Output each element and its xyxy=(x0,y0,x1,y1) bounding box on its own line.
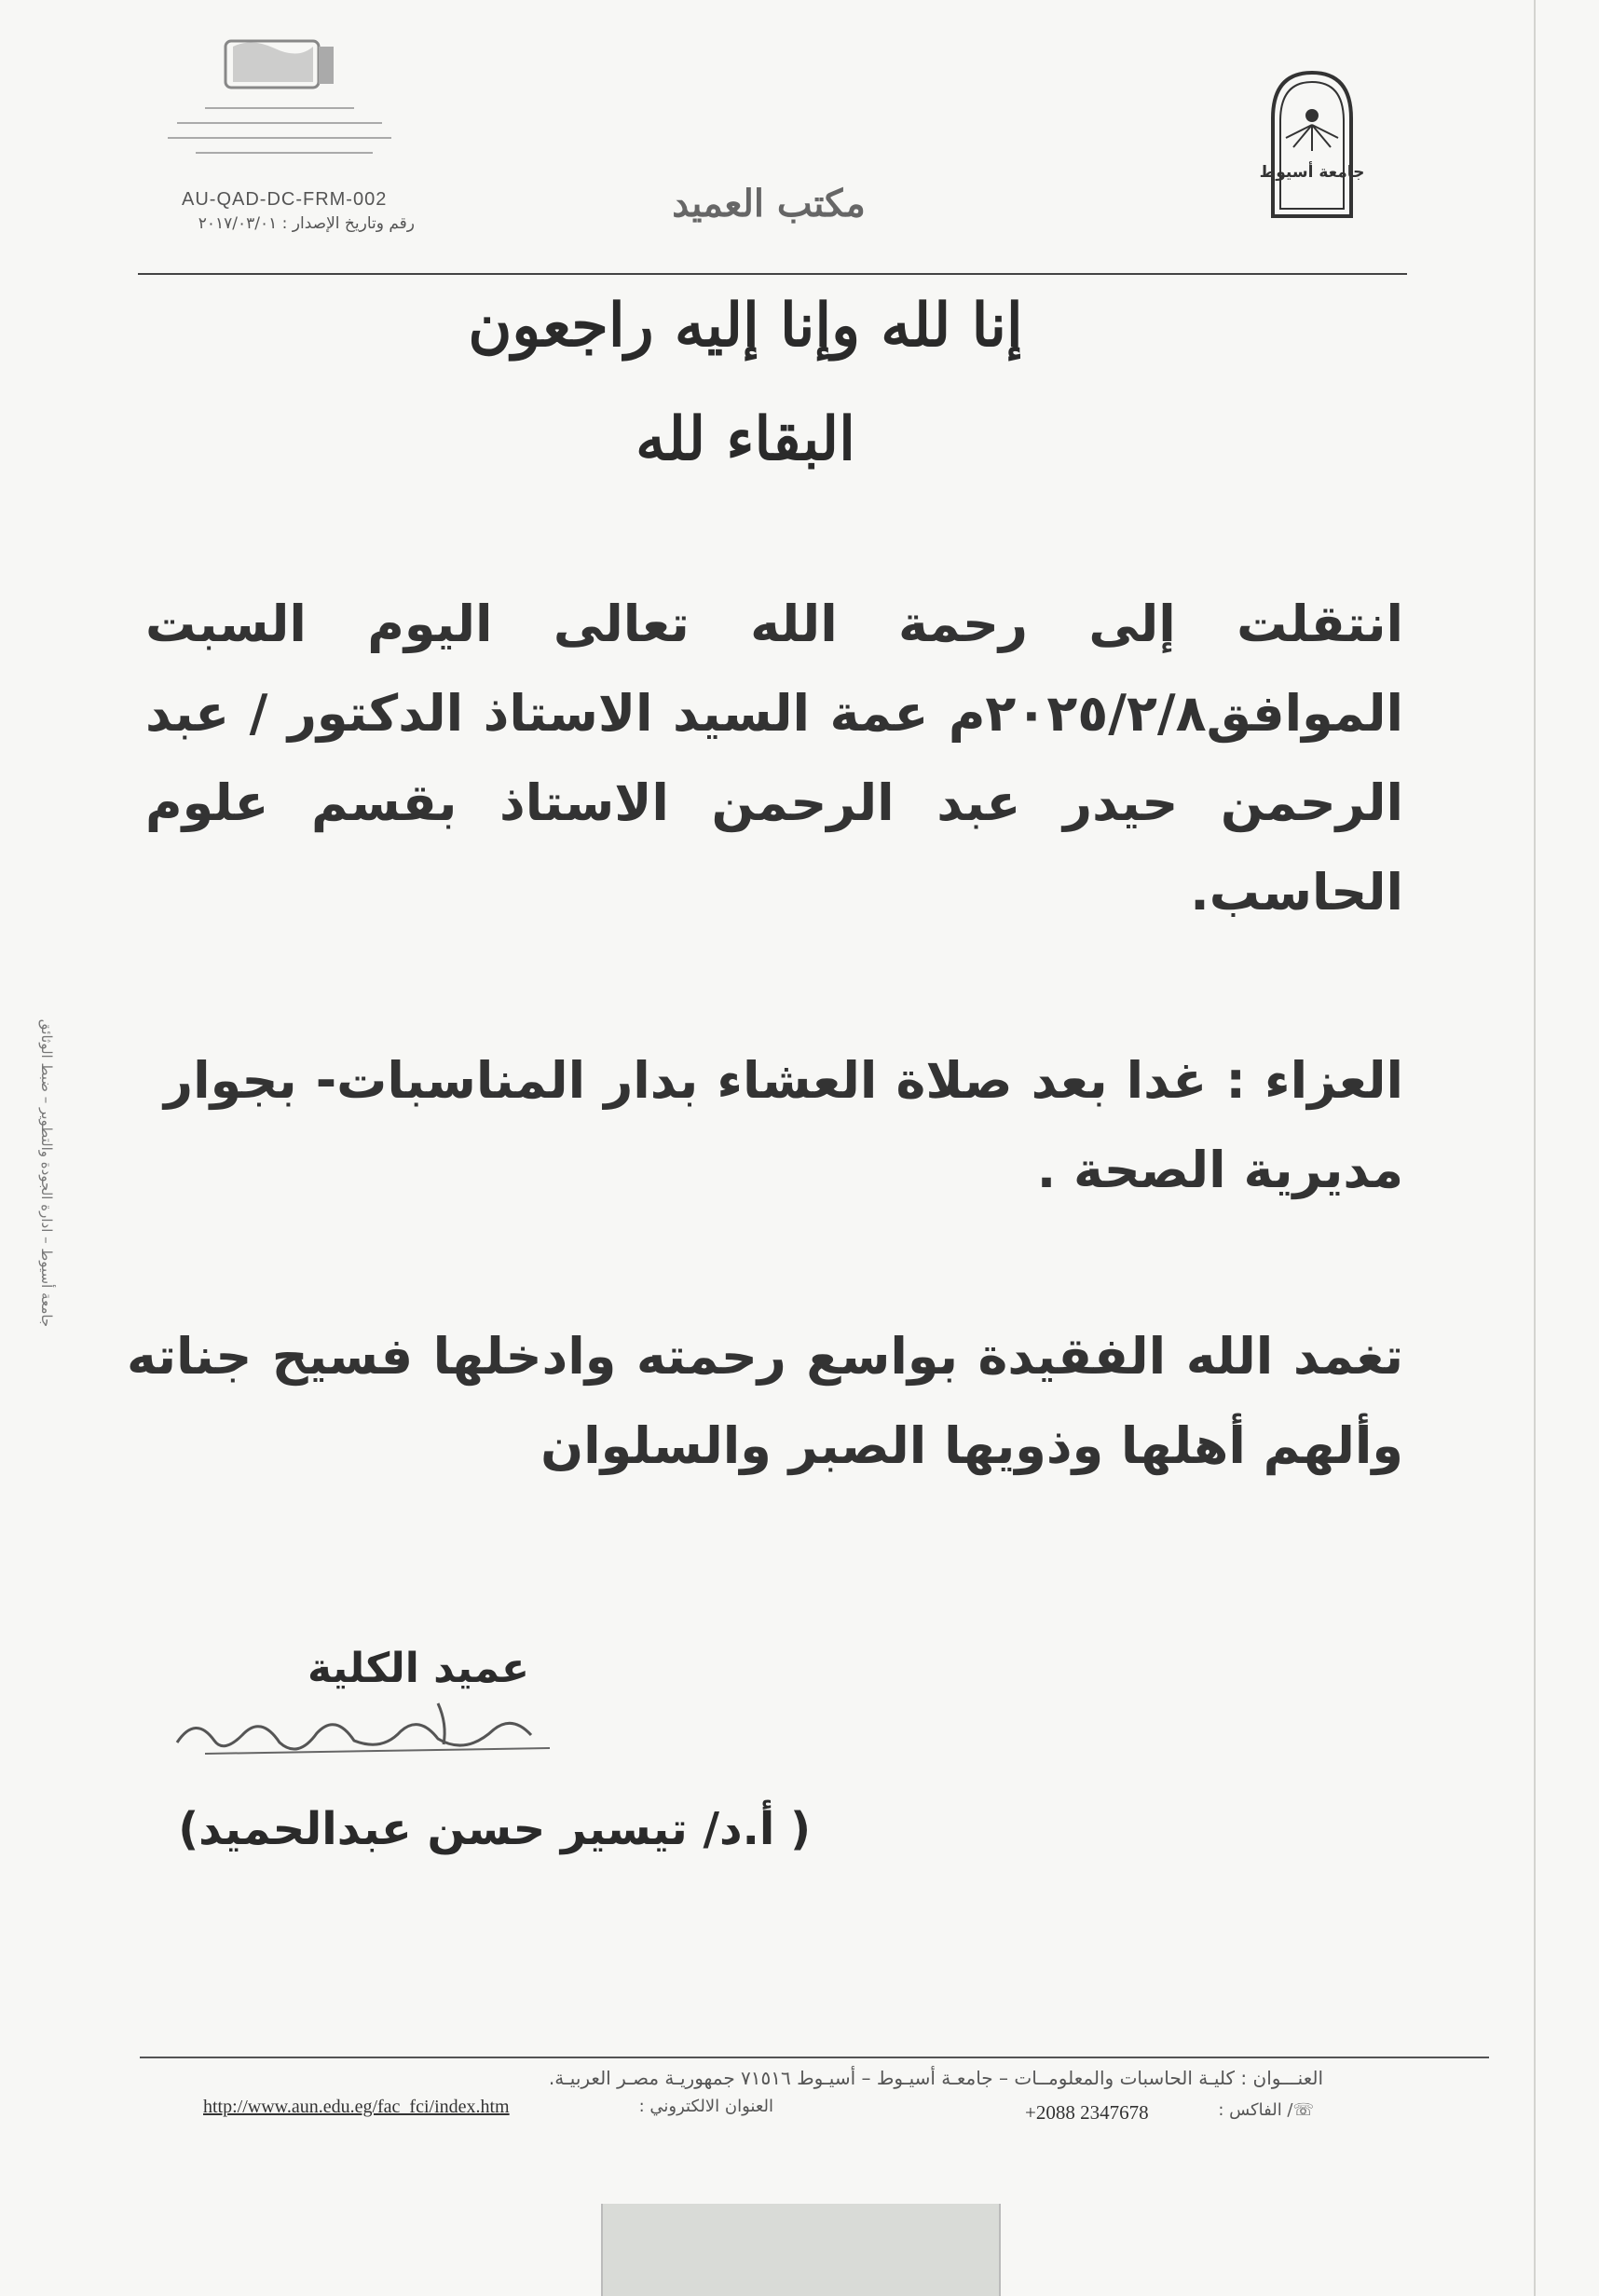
handwritten-signature xyxy=(158,1687,606,1770)
office-title: مكتب العميد xyxy=(672,182,866,226)
fax-number: +2088 2347678 xyxy=(1025,2101,1149,2124)
header-divider xyxy=(138,273,1407,275)
footer-address: العنـــوان : كليـة الحاسبات والمعلومــات – جامعـة أسيـوط – أسيـوط ٧١٥١٦ جمهوريـة مصـر العربيـة. xyxy=(548,2067,1323,2089)
condolence-heading: البقاء لله xyxy=(636,404,855,474)
quality-accreditation-logo xyxy=(140,28,410,172)
scanner-artifact-strip xyxy=(601,2204,1001,2296)
issue-date: رقم وتاريخ الإصدار : ٢٠١٧/٠٣/٠١ xyxy=(198,214,415,233)
logo-text: جامعة أسيوط xyxy=(1259,163,1365,182)
university-logo xyxy=(1259,67,1365,221)
fax-label: ☏/ الفاكس : xyxy=(1218,2100,1314,2120)
signatory-title: عميد الكلية xyxy=(308,1645,530,1692)
side-document-control-note: جامعة أسيوط – ادارة الجودة والتطوير – ضبط الوثائق xyxy=(38,1018,55,1328)
footer-divider xyxy=(140,2057,1489,2058)
form-code: AU-QAD-DC-FRM-002 xyxy=(182,189,388,210)
prayer-paragraph: تغمد الله الفقيدة بواسع رحمته وادخلها فسيح جناته وألهم أهلها وذويها الصبر والسلوان xyxy=(127,1327,1403,1475)
website-link[interactable]: http://www.aun.edu.eg/fac_fci/index.htm xyxy=(203,2097,510,2117)
signatory-name: ( أ.د/ تيسير حسن عبدالحميد) xyxy=(178,1803,811,1855)
page-edge-line xyxy=(1534,0,1536,2296)
email-label: العنوان الالكتروني : xyxy=(638,2097,773,2116)
condolence-paragraph: العزاء : غدا بعد صلاة العشاء بدار المناسبات- بجوار مديرية الصحة . xyxy=(164,1051,1403,1199)
quran-verse-heading: إنا لله وإنا إليه راجعون xyxy=(468,291,1023,361)
death-notice-paragraph: انتقلت إلى رحمة الله تعالى اليوم السبت الموافق٢٠٢٥/٢/٨م عمة السيد الاستاذ الدكتور / عبد الرحمن حيدر عبد الرحمن الاستاذ بقسم علوم الحاسب. xyxy=(145,594,1403,922)
